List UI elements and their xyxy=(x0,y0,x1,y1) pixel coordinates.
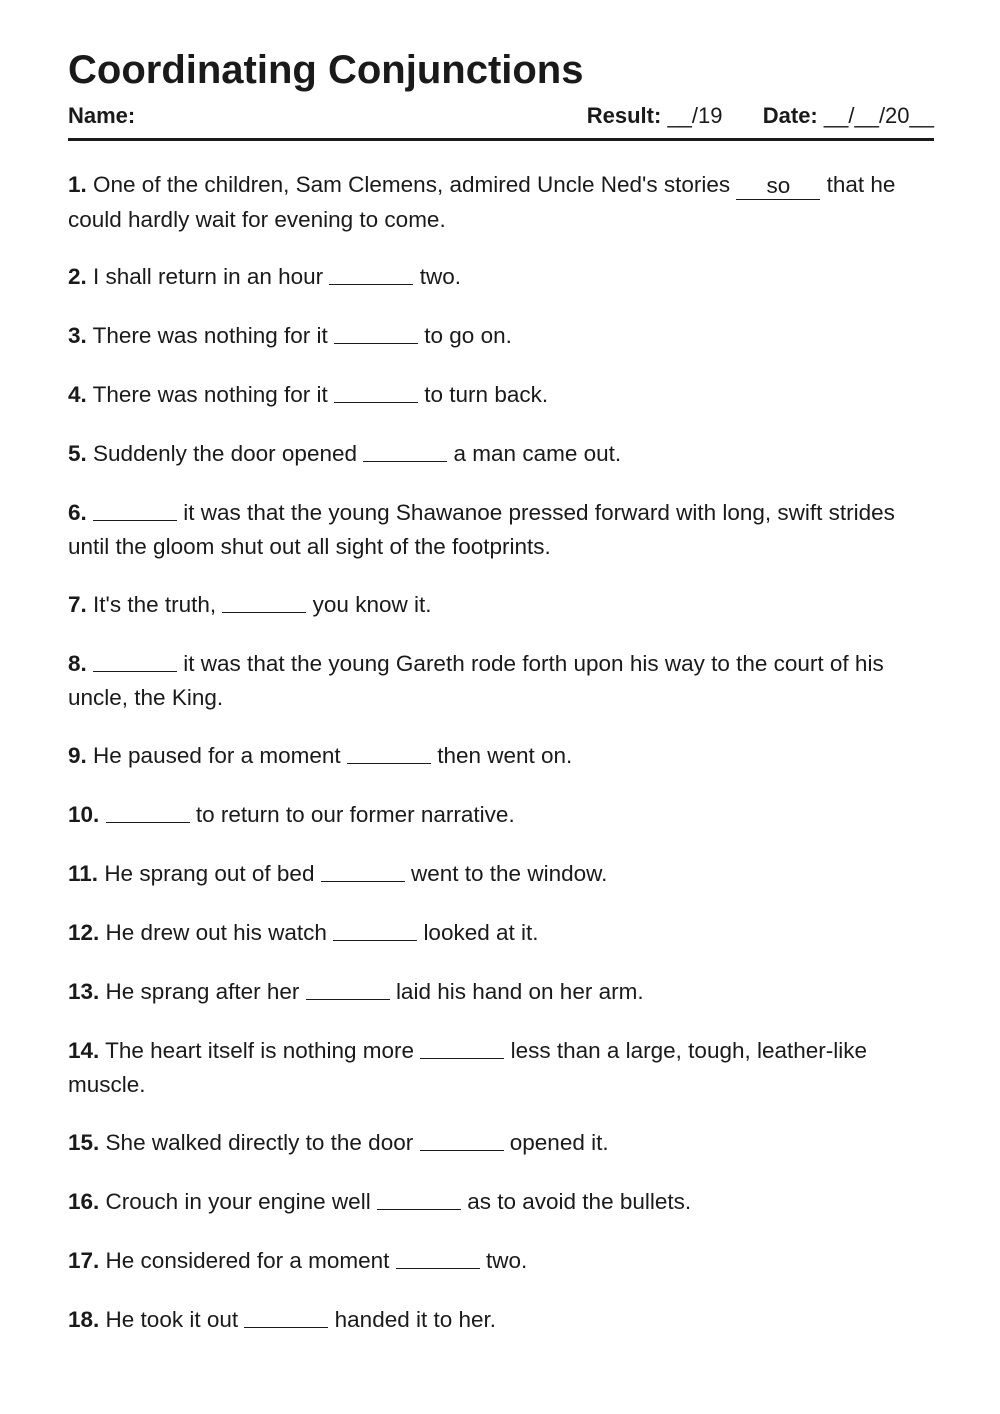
question-text-after: less than a large, tough, leather-like muscle. xyxy=(68,1038,868,1097)
answer-blank[interactable]: so xyxy=(736,173,820,200)
question-number: 13. xyxy=(68,979,100,1004)
question-number: 11. xyxy=(68,861,99,886)
question-item xyxy=(68,975,934,1009)
name-label: Name: xyxy=(68,103,136,128)
answer-blank[interactable] xyxy=(420,1124,504,1151)
question-text-after: it was that the young Shawanoe pressed forward with long, swift strides until the gloom shut out all sight of the footprints. xyxy=(68,500,895,559)
question-number: 9. xyxy=(68,743,87,768)
date-label: Date: xyxy=(762,103,818,128)
answer-blank[interactable] xyxy=(222,586,306,613)
result-value: __/19 xyxy=(667,103,723,128)
answer-blank[interactable] xyxy=(321,855,405,882)
question-item xyxy=(68,588,934,622)
question-text-after: then went on. xyxy=(437,743,573,768)
answer-blank[interactable] xyxy=(363,435,447,462)
question-item xyxy=(68,857,934,891)
question-item xyxy=(68,437,934,471)
answer-blank[interactable] xyxy=(306,973,390,1000)
answer-blank[interactable] xyxy=(334,317,418,344)
question-text-after: two. xyxy=(485,1248,528,1273)
question-text-before: She walked directly to the door xyxy=(105,1130,414,1155)
question-item xyxy=(68,739,934,773)
question-text-before: There was nothing for it xyxy=(92,323,328,348)
question-item xyxy=(68,319,934,353)
answer-blank[interactable] xyxy=(93,494,177,521)
question-text-before: He paused for a moment xyxy=(93,743,341,768)
question-number: 10. xyxy=(68,802,100,827)
answer-blank[interactable] xyxy=(334,376,418,403)
question-item xyxy=(68,1244,934,1278)
question-text-before: He sprang after her xyxy=(105,979,300,1004)
question-text-before: One of the children, Sam Clemens, admired Uncle Ned's stories xyxy=(93,172,731,197)
question-text-after: laid his hand on her arm. xyxy=(395,979,644,1004)
question-number: 17. xyxy=(68,1248,100,1273)
question-text-after: looked at it. xyxy=(423,920,539,945)
question-text-after: you know it. xyxy=(312,592,432,617)
question-text-after: to return to our former narrative. xyxy=(195,802,515,827)
question-text-before: There was nothing for it xyxy=(92,382,328,407)
question-number: 8. xyxy=(68,651,87,676)
answer-blank[interactable] xyxy=(420,1032,504,1059)
answer-blank[interactable] xyxy=(347,737,431,764)
question-item xyxy=(68,647,934,715)
question-text-before: It's the truth, xyxy=(93,592,217,617)
answer-blank[interactable] xyxy=(93,645,177,672)
question-text-after: as to avoid the bullets. xyxy=(467,1189,692,1214)
question-item xyxy=(68,1126,934,1160)
question-number: 4. xyxy=(68,382,87,407)
question-text-before: Suddenly the door opened xyxy=(93,441,357,466)
question-number: 15. xyxy=(68,1130,100,1155)
question-text-after: two. xyxy=(419,264,461,289)
question-item xyxy=(68,916,934,950)
answer-blank[interactable] xyxy=(329,258,413,285)
question-item xyxy=(68,1034,934,1102)
question-item xyxy=(68,260,934,294)
answer-blank[interactable] xyxy=(106,796,190,823)
result-label: Result: xyxy=(586,103,662,128)
answer-blank[interactable] xyxy=(396,1242,480,1269)
question-text-after: to go on. xyxy=(424,323,512,348)
date-value: __/__/20__ xyxy=(823,103,934,128)
question-text-after: to turn back. xyxy=(424,382,549,407)
question-number: 3. xyxy=(68,323,87,348)
question-number: 5. xyxy=(68,441,87,466)
question-item xyxy=(68,496,934,564)
question-text-after: went to the window. xyxy=(411,861,608,886)
page-title: Coordinating Conjunctions xyxy=(68,48,584,92)
question-text-after: a man came out. xyxy=(453,441,622,466)
question-text-before: He took it out xyxy=(105,1307,239,1332)
question-number: 18. xyxy=(68,1307,100,1332)
question-item xyxy=(68,1303,934,1337)
question-number: 12. xyxy=(68,920,100,945)
question-number: 7. xyxy=(68,592,87,617)
answer-blank[interactable] xyxy=(333,914,417,941)
question-text-after: that he could hardly wait for evening to come. xyxy=(68,172,896,232)
question-item xyxy=(68,1185,934,1219)
question-item xyxy=(68,168,934,237)
answer-blank[interactable] xyxy=(377,1183,461,1210)
question-text-before: He considered for a moment xyxy=(105,1248,390,1273)
answer-blank[interactable] xyxy=(244,1301,328,1328)
question-text-before: He drew out his watch xyxy=(105,920,327,945)
question-text-after: opened it. xyxy=(509,1130,609,1155)
header-row xyxy=(68,101,934,131)
question-number: 16. xyxy=(68,1189,100,1214)
question-text-before: I shall return in an hour xyxy=(93,264,324,289)
question-number: 2. xyxy=(68,264,87,289)
header-divider xyxy=(68,138,934,141)
question-item xyxy=(68,798,934,832)
question-number: 14. xyxy=(68,1038,100,1063)
question-text-before: He sprang out of bed xyxy=(104,861,315,886)
question-number: 6. xyxy=(68,500,87,525)
question-text-before: The heart itself is nothing more xyxy=(105,1038,415,1063)
result-date-group xyxy=(587,101,934,131)
question-number: 1. xyxy=(68,172,87,197)
question-item xyxy=(68,378,934,412)
question-text-after: handed it to her. xyxy=(334,1307,497,1332)
question-text-after: it was that the young Gareth rode forth upon his way to the court of his uncle, the King. xyxy=(68,651,884,710)
question-text-before: Crouch in your engine well xyxy=(105,1189,371,1214)
